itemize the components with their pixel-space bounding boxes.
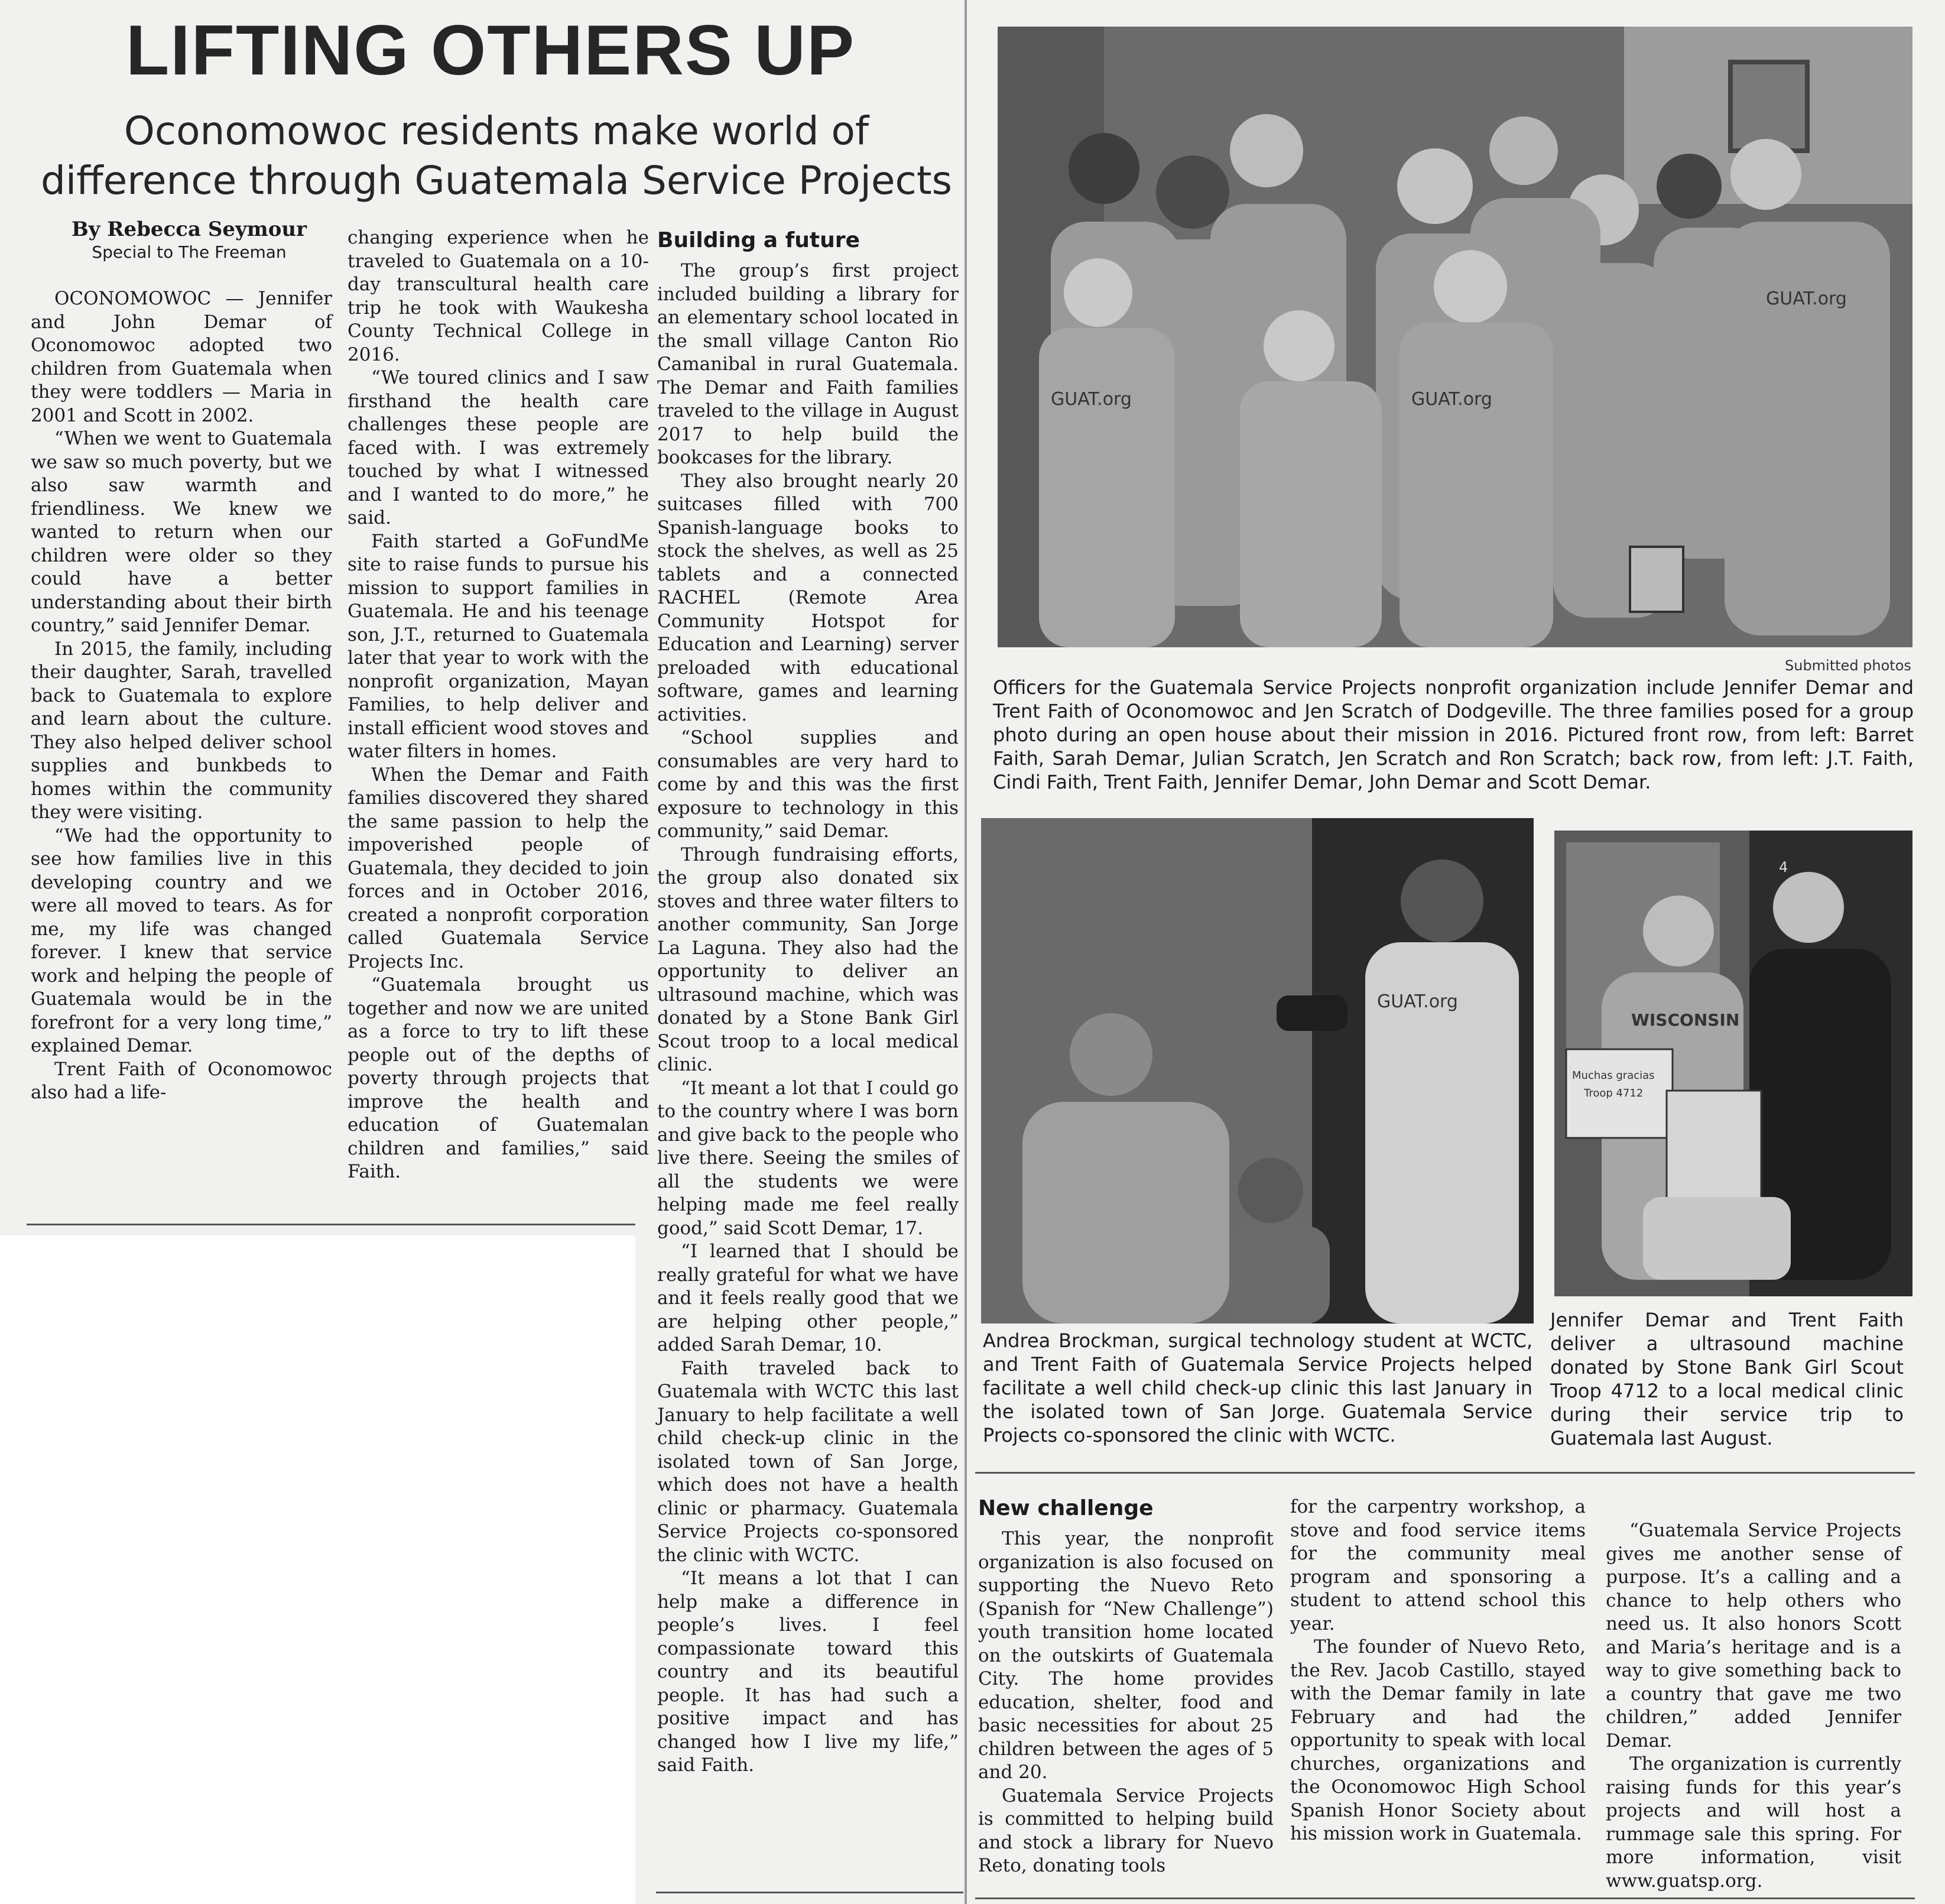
ultrasound-photo-image <box>1554 831 1912 1296</box>
section-rule <box>656 1892 963 1893</box>
new-challenge-column-2 <box>1290 1496 1586 1846</box>
paragraph: The organization is currently raising funds for this year’s projects and will host a rummage sale this spring. For more information, visit www.guatsp.org. <box>1606 1753 1901 1892</box>
group-photo <box>998 27 1912 647</box>
column-divider <box>965 0 967 1904</box>
subhead-building-a-future: Building a future <box>657 228 860 252</box>
paragraph: for the carpentry workshop, a stove and food service items for the community meal program and sponsoring a student to attend school this year. <box>1290 1496 1586 1634</box>
door-number: 4 <box>1779 859 1788 875</box>
paragraph: “We had the opportunity to see how families live in this developing country and we were all moved to tears. As for me, my life was changed forever. I knew that service work and helping the people of Guatemala would be in the forefront for a very long time,” explained Demar. <box>31 825 332 1056</box>
paragraph: changing experience when he traveled to Guatemala on a 10-day transcultural health care trip he took with Waukesha County Technical College in 2016. <box>348 227 649 365</box>
paragraph: OCONOMOWOC — Jennifer and John Demar of Oconomowoc adopted two children from Guatemala when they were toddlers — Maria in 2001 and Scott in 2002. <box>31 288 332 426</box>
paragraph: They also brought nearly 20 suitcases filled with 700 Spanish-language books to stock the shelves, as well as 25 tablets and a connected RACHEL (Remote Area Community Hotspot for Education and Learning) server preloaded with educational software, games and learning activities. <box>657 470 959 725</box>
deck <box>35 106 957 206</box>
clinic-photo-caption: Andrea Brockman, surgical technology student at WCTC, and Trent Faith of Guatemala Service Projects helped facilitate a well child check-up clinic this last January in the isolated town of San Jorge. Guatemala Service Projects co-sponsored the clinic with WCTC. <box>983 1329 1532 1446</box>
shirt-logo-text: GUAT.org <box>1051 389 1132 410</box>
shirt-logo-text: GUAT.org <box>1377 991 1458 1012</box>
paragraph: “It means a lot that I can help make a difference in people’s lives. I feel compassionate toward this country and its beautiful people. It has had such a positive impact and has changed how I live my life,” said Faith. <box>657 1568 959 1776</box>
shirt-logo-text: GUAT.org <box>1766 288 1847 309</box>
deck-line-2: difference through Guatemala Service Projects <box>40 158 953 203</box>
byline-author: By Rebecca Seymour <box>71 218 307 241</box>
section-rule <box>975 1897 1915 1899</box>
headline: LIFTING OTHERS UP <box>126 11 855 90</box>
paragraph: “Guatemala brought us together and now we are united as a force to try to lift these people out of the depths of poverty through projects that improve the health and education of Guatemalan children and families,” said Faith. <box>348 974 649 1182</box>
sign-text: Troop 4712 <box>1584 1087 1644 1099</box>
paragraph: Trent Faith of Oconomowoc also had a life- <box>31 1058 332 1103</box>
deck-line-1: Oconomowoc residents make world of <box>124 108 869 154</box>
paragraph: “School supplies and consumables are very hard to come by and this was the first exposure to technology in this community,” said Demar. <box>657 727 959 842</box>
byline-affiliation: Special to The Freeman <box>92 242 287 262</box>
article-column-3 <box>657 226 959 1778</box>
paragraph: Faith traveled back to Guatemala with WCTC this last January to help facilitate a well child check-up clinic in the isolated town of San Jorge, which does not have a health clinic or pharmacy. Guatemala Service Projects co-sponsored the clinic with WCTC. <box>657 1357 959 1566</box>
paragraph: Faith started a GoFundMe site to raise funds to pursue his mission to support families in Guatemala. He and his teenage son, J.T., returned to Guatemala later that year to work with the nonprofit organization, Mayan Families, to help deliver and install efficient wood stoves and water filters in homes. <box>348 530 649 762</box>
paragraph: The founder of Nuevo Reto, the Rev. Jacob Castillo, stayed with the Demar family in late February and had the opportunity to speak with local churches, organizations and the Oconomowoc High School Spanish Honor Society about his mission work in Guatemala. <box>1290 1636 1586 1844</box>
section-rule <box>975 1472 1915 1474</box>
subhead-new-challenge: New challenge <box>978 1496 1154 1520</box>
paragraph: When the Demar and Faith families discovered they shared the same passion to help the impoverished people of Guatemala, they decided to join forces and in October 2016, created a nonprofit corporation called Guatemala Service Projects Inc. <box>348 764 649 972</box>
shirt-logo-text: WISCONSIN <box>1631 1010 1740 1030</box>
article-column-1 <box>31 287 332 1105</box>
sign-text: Muchas gracias <box>1572 1069 1655 1082</box>
clinic-photo-image <box>981 818 1534 1324</box>
group-photo-caption: Officers for the Guatemala Service Projects nonprofit organization include Jennifer Demar and Trent Faith of Oconomowoc and Jen Scratch of Dodgeville. The three families posed for a group photo during an open house about their mission in 2016. Pictured front row, from left: Barret Faith, Sarah Demar, Julian Scratch, Jen Scratch and Ron Scratch; back row, from left: J.T. Faith, Cindi Faith, Trent Faith, Jennifer Demar, John Demar and Scott Demar. <box>993 676 1914 793</box>
new-challenge-column-3 <box>1606 1519 1901 1893</box>
paragraph: The group’s first project included building a library for an elementary school located in the small village Canton Rio Camanibal in rural Guatemala. The Demar and Faith families traveled to the village in August 2017 to help build the bookcases for the library. <box>657 260 959 468</box>
ultrasound-photo-caption: Jennifer Demar and Trent Faith deliver a ultrasound machine donated by Stone Bank Girl Scout Troop 4712 to a local medical clinic during their service trip to Guatemala last August. <box>1550 1309 1904 1449</box>
group-photo-image <box>998 27 1912 647</box>
paragraph: In 2015, the family, including their daughter, Sarah, travelled back to Guatemala to explore and learn about the culture. They also helped deliver school supplies and bunkbeds to homes within the community they were visiting. <box>31 638 332 823</box>
paragraph: “When we went to Guatemala we saw so much poverty, but we also saw warmth and friendliness. We knew we wanted to return when our children were older so they could have a better understanding about their birth country,” said Jennifer Demar. <box>31 428 332 636</box>
paragraph: “It meant a lot that I could go to the country where I was born and give back to the people who live there. Seeing the smiles of all the students we were helping made me feel really good,” said Scott Demar, 17. <box>657 1077 959 1239</box>
new-challenge-column-1 <box>978 1494 1274 1878</box>
ultrasound-photo <box>1554 831 1912 1296</box>
paragraph: This year, the nonprofit organization is also focused on supporting the Nuevo Reto (Spanish for “New Challenge”) youth transition home located on the outskirts of Guatemala City. The home provides education, shelter, food and basic necessities for about 25 children between the ages of 5 and 20. <box>978 1528 1274 1783</box>
paragraph: Through fundraising efforts, the group also donated six stoves and three water filters to another community, San Jorge La Laguna. They also had the opportunity to deliver an ultrasound machine, which was donated by a Stone Bank Girl Scout troop to a local medical clinic. <box>657 844 959 1075</box>
shirt-logo-text: GUAT.org <box>1411 389 1492 410</box>
paragraph: “We toured clinics and I saw firsthand the health care challenges these people are faced with. I was extremely touched by what I witnessed and I wanted to do more,” he said. <box>348 367 649 528</box>
paragraph: “Guatemala Service Projects gives me another sense of purpose. It’s a calling and a chance to help others who need us. It also honors Scott and Maria’s heritage and is a way to give something back to a country that gave me two children,” added Jennifer Demar. <box>1606 1520 1901 1751</box>
clinic-photo <box>981 818 1534 1324</box>
paragraph: Guatemala Service Projects is committed to helping build and stock a library for Nuevo Reto, donating tools <box>978 1785 1274 1876</box>
paragraph: “I learned that I should be really grateful for what we have and it feels really good that we are helping other people,” added Sarah Demar, 10. <box>657 1241 959 1355</box>
photo-credit: Submitted photos <box>1785 657 1911 674</box>
blank-margin <box>0 1235 635 1904</box>
section-rule <box>27 1224 635 1225</box>
article-column-2 <box>348 226 649 1184</box>
